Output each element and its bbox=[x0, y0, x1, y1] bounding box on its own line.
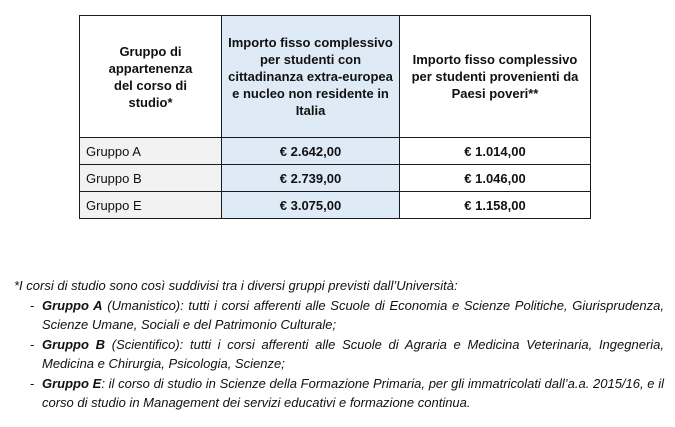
poor-countries-amount-cell: € 1.158,00 bbox=[400, 192, 591, 219]
group-name-cell: Gruppo A bbox=[80, 138, 222, 165]
extra-eu-amount-cell: € 2.642,00 bbox=[222, 138, 400, 165]
footnote-group-text: (Umanistico): tutti i corsi afferenti alle Scuole di Economia e Scienze Politiche, Giurisprudenza, Scienze Umane, Sociali e del Patrimonio Culturale; bbox=[42, 297, 664, 332]
footnote-item-group-b bbox=[14, 335, 664, 374]
fee-table bbox=[79, 15, 591, 219]
footnote-group-label: Gruppo B bbox=[42, 336, 106, 352]
footnote-group-label: Gruppo A bbox=[42, 297, 103, 313]
footnote bbox=[14, 276, 664, 413]
header-poor-countries: Importo fisso complessivo per studenti provenienti da Paesi poveri** bbox=[400, 16, 591, 138]
group-name-cell: Gruppo B bbox=[80, 165, 222, 192]
fee-table-body bbox=[80, 138, 591, 219]
footnote-group-label: Gruppo E bbox=[42, 375, 102, 391]
extra-eu-amount-cell: € 2.739,00 bbox=[222, 165, 400, 192]
poor-countries-amount-cell: € 1.014,00 bbox=[400, 138, 591, 165]
footnote-item-group-e bbox=[14, 374, 664, 413]
bullet-dash: - bbox=[30, 336, 35, 352]
table-row bbox=[80, 138, 591, 165]
header-extra-eu: Importo fisso complessivo per studenti con cittadinanza extra-europea e nucleo non residente in Italia bbox=[222, 16, 400, 138]
bullet-dash: - bbox=[30, 297, 35, 313]
extra-eu-amount-cell: € 3.075,00 bbox=[222, 192, 400, 219]
footnote-group-text: (Scientifico): tutti i corsi afferenti alle Scuole di Agraria e Medicina Veterinaria, Ingegneria, Medicina e Chirurgia, Psicologia, Scienze; bbox=[42, 336, 664, 371]
poor-countries-amount-cell: € 1.046,00 bbox=[400, 165, 591, 192]
fee-table-header bbox=[80, 16, 591, 138]
group-name-cell: Gruppo E bbox=[80, 192, 222, 219]
footnote-group-text: : il corso di studio in Scienze della Formazione Primaria, per gli immatricolati dall’a.a. 2015/16, e il corso di studio in Management dei servizi educativi e formazione continua. bbox=[42, 375, 665, 410]
footnote-list bbox=[14, 296, 664, 413]
footnote-intro: *I corsi di studio sono così suddivisi tra i diversi gruppi previsti dall’Università: bbox=[14, 278, 458, 293]
header-row bbox=[80, 16, 591, 138]
header-group: Gruppo di appartenenza del corso di studio* bbox=[80, 16, 222, 138]
bullet-dash: - bbox=[30, 375, 35, 391]
footnote-item-group-a bbox=[14, 296, 664, 335]
table-row bbox=[80, 192, 591, 219]
table-row bbox=[80, 165, 591, 192]
